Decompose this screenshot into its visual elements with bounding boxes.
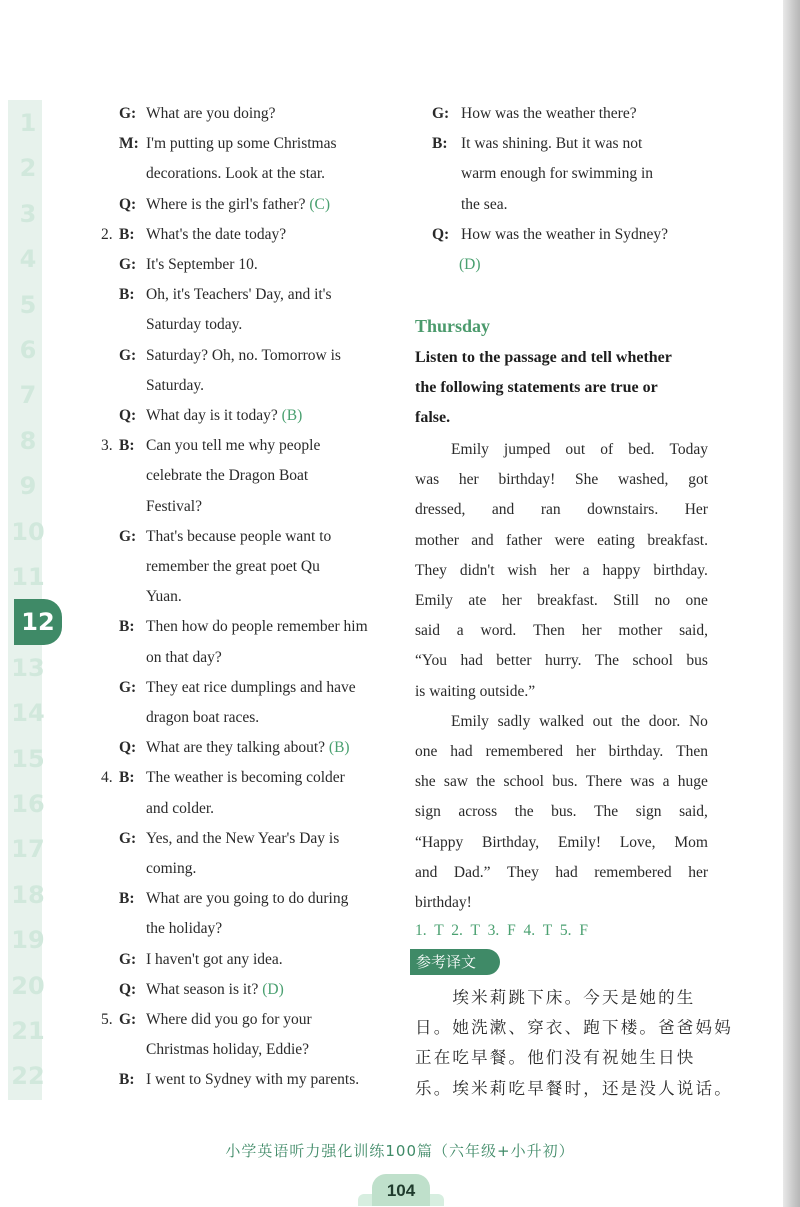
speaker-label: M:: [119, 135, 139, 153]
unit-tab-11: 11: [11, 563, 45, 591]
dialog-line: the holiday?: [146, 920, 223, 938]
passage-line: sign across the bus. The sign said,: [415, 803, 708, 821]
speaker-label: B:: [119, 618, 135, 636]
unit-tab-15: 15: [11, 744, 45, 773]
unit-tab-3: 3: [19, 199, 37, 228]
dialog-line: What day is it today? (B): [146, 407, 303, 424]
unit-tab-21: 21: [11, 1017, 45, 1045]
dialog-line: What are they talking about? (B): [146, 739, 350, 757]
unit-tab-16: 16: [11, 790, 45, 818]
translation-badge: 参考译文: [410, 949, 500, 975]
question-number: 5.: [101, 1011, 113, 1028]
unit-tab-2: 2: [19, 154, 37, 183]
answer-choice: (B): [277, 407, 303, 424]
unit-tab-10: 10: [11, 517, 45, 546]
speaker-label: Q:: [119, 195, 137, 213]
instruction-line: false.: [415, 409, 451, 427]
dialog-line: What's the date today?: [146, 225, 287, 243]
speaker-label: Q:: [119, 980, 137, 998]
dialog-line: What season is it? (D): [146, 980, 284, 998]
dialog-line: The weather is becoming colder: [146, 769, 345, 787]
speaker-label: G:: [119, 950, 137, 968]
dialog-line: Yuan.: [146, 588, 182, 606]
answer-choice: (D): [459, 256, 481, 273]
dialog-line: celebrate the Dragon Boat: [146, 467, 309, 485]
speaker-label: G:: [432, 105, 450, 122]
dialog-line: Saturday? Oh, no. Tomorrow is: [146, 346, 341, 364]
dialog-line: Then how do people remember him: [146, 618, 368, 636]
passage-line: mother and father were eating breakfast.: [415, 531, 708, 549]
answer-choice: (B): [325, 739, 350, 757]
dialog-line: Where is the girl's father? (C): [146, 195, 330, 213]
speaker-label: Q:: [432, 225, 450, 243]
page-number: 104: [372, 1174, 430, 1206]
translation-line: 乐。埃米莉吃早餐时，还是没人说话。: [415, 1078, 733, 1098]
dialog-line: I went to Sydney with my parents.: [146, 1071, 360, 1089]
question-number: 4.: [101, 769, 113, 787]
passage-line: one had remembered her birthday. Then: [415, 743, 708, 760]
dialog-line: It was shining. But it was not: [461, 135, 643, 153]
book-title-footer: 小学英语听力强化训练100篇（六年级+小升初）: [225, 1142, 575, 1160]
unit-tab-1: 1: [19, 109, 37, 137]
unit-tab-9: 9: [19, 472, 37, 501]
dialog-line: remember the great poet Qu: [146, 558, 320, 575]
speaker-label: G:: [119, 678, 137, 696]
dialog-line: on that day?: [146, 648, 222, 666]
unit-tab-17: 17: [11, 835, 45, 864]
unit-tab-20: 20: [11, 971, 45, 1000]
dialog-line: and colder.: [146, 799, 215, 817]
answer-choice: (C): [305, 195, 330, 213]
question-number: 3.: [101, 437, 113, 455]
speaker-label: B:: [432, 135, 448, 153]
speaker-label: G:: [119, 346, 137, 364]
passage-line: Emily ate her breakfast. Still no one: [415, 592, 708, 609]
passage-line: said a word. Then her mother said,: [415, 622, 708, 640]
dialog-line: How was the weather in Sydney?: [461, 225, 669, 243]
unit-tab-6: 6: [19, 336, 37, 364]
speaker-label: B:: [119, 769, 135, 787]
page-gutter-shadow: [783, 0, 800, 1207]
translation-line: 日。她洗漱、穿衣、跑下楼。爸爸妈妈: [415, 1018, 733, 1038]
passage-line: she saw the school bus. There was a huge: [415, 773, 708, 791]
dialog-line: Saturday.: [146, 376, 204, 394]
speaker-label: Q:: [119, 739, 137, 757]
dialog-line: Oh, it's Teachers' Day, and it's: [146, 286, 332, 304]
passage-line: is waiting outside.”: [415, 682, 536, 700]
instruction-line: the following statements are true or: [415, 379, 658, 397]
speaker-label: B:: [119, 1071, 135, 1089]
dialog-line: Where did you go for your: [146, 1011, 312, 1028]
dialog-line: They eat rice dumplings and have: [146, 678, 356, 696]
passage-line: and Dad.” They had remembered her: [415, 863, 708, 881]
dialog-line: the sea.: [461, 195, 508, 213]
dialog-line: decorations. Look at the star.: [146, 165, 326, 183]
dialog-line: Christmas holiday, Eddie?: [146, 1041, 310, 1059]
dialog-line: dragon boat races.: [146, 709, 260, 726]
speaker-label: G:: [119, 1011, 137, 1028]
dialog-line: What are you going to do during: [146, 890, 349, 908]
unit-tab-14: 14: [11, 699, 45, 728]
passage-line: Emily sadly walked out the door. No: [451, 712, 708, 730]
speaker-label: G:: [119, 829, 137, 847]
dialog-line: Can you tell me why people: [146, 437, 321, 455]
unit-tab-7: 7: [19, 381, 37, 410]
passage-line: was her birthday! She washed, got: [415, 471, 708, 489]
translation-line: 正在吃早餐。他们没有祝她生日快: [415, 1048, 696, 1068]
speaker-label: B:: [119, 286, 135, 304]
dialog-line: How was the weather there?: [461, 105, 637, 122]
passage-line: Emily jumped out of bed. Today: [451, 441, 708, 458]
answer-choice: (D): [258, 980, 284, 998]
dialog-line: warm enough for swimming in: [461, 165, 654, 183]
dialog-line: Festival?: [146, 497, 202, 515]
unit-tab-12: 12: [14, 599, 62, 645]
speaker-label: B:: [119, 890, 135, 908]
speaker-label: Q:: [119, 407, 137, 424]
unit-tab-22: 22: [11, 1062, 45, 1091]
passage-line: dressed, and ran downstairs. Her: [415, 501, 708, 519]
unit-tab-13: 13: [11, 653, 45, 682]
unit-tab-5: 5: [19, 290, 37, 319]
speaker-label: G:: [119, 527, 137, 545]
unit-tab-19: 19: [11, 926, 45, 955]
dialog-line: Saturday today.: [146, 316, 243, 334]
speaker-label: G:: [119, 105, 137, 122]
passage-line: They didn't wish her a happy birthday.: [415, 561, 708, 579]
dialog-line: It's September 10.: [146, 256, 258, 273]
speaker-label: B:: [119, 225, 135, 243]
dialog-line: I haven't got any idea.: [146, 950, 283, 968]
passage-line: birthday!: [415, 894, 472, 911]
passage-line: “You had better hurry. The school bus: [415, 652, 708, 670]
speaker-label: B:: [119, 437, 135, 455]
unit-tab-8: 8: [19, 426, 37, 455]
dialog-line: What are you doing?: [146, 105, 276, 122]
section-title: Thursday: [415, 316, 491, 336]
dialog-line: Yes, and the New Year's Day is: [146, 829, 340, 847]
instruction-line: Listen to the passage and tell whether: [415, 349, 672, 366]
answer-key: 1. T 2. T 3. F 4. T 5. F: [415, 922, 588, 939]
dialog-line: coming.: [146, 860, 197, 877]
unit-tab-18: 18: [11, 880, 45, 909]
unit-tab-strip: [8, 100, 55, 1100]
translation-line: 埃米莉跳下床。今天是她的生: [415, 988, 696, 1007]
question-number: 2.: [101, 225, 113, 243]
dialog-line: I'm putting up some Christmas: [146, 135, 337, 153]
speaker-label: G:: [119, 256, 137, 273]
dialog-line: That's because people want to: [146, 527, 332, 545]
passage-line: “Happy Birthday, Emily! Love, Mom: [415, 833, 708, 851]
unit-tab-4: 4: [19, 245, 37, 274]
